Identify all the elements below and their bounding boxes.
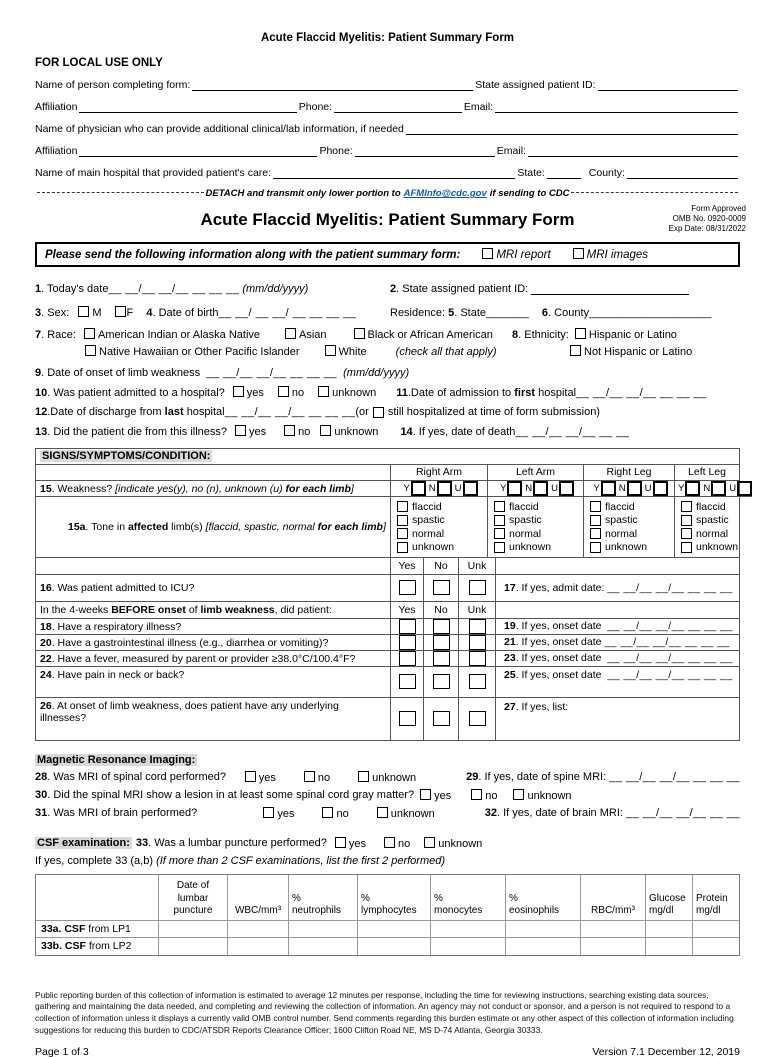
q13-yes-checkbox[interactable] bbox=[235, 425, 246, 436]
version-label: Version 7.1 December 12, 2019 bbox=[592, 1046, 740, 1058]
q13-unknown-checkbox[interactable] bbox=[320, 425, 331, 436]
page-title: Acute Flaccid Myelitis: Patient Summary Form bbox=[260, 32, 515, 44]
burden-statement: Public reporting burden of this collection of information is estimated to average 12 minutes per response, including the time for reviewing instructions, searching existing data sources, gathering and maintaining the data needed, and completing and reviewing the collection of information. An agency may not conduct or sponsor, and a person is not required to respond to a collection of information unless it displays a currently valid OMB control number. Send comments regarding this burden estimate or any other aspect of this collection of information including suggestions for reducing this burden to CDC/ATSDR Reports Clearance Officer; 1600 Clifton Road NE, MS D-74 Atlanta, Georgia 30333. bbox=[35, 989, 734, 1036]
limb-header-left-leg: Left Leg bbox=[675, 465, 739, 481]
q18-row bbox=[36, 619, 739, 635]
q26-yes-checkbox[interactable] bbox=[399, 711, 416, 726]
affiliation2-field[interactable] bbox=[79, 144, 317, 157]
q23-onset-date-field[interactable]: __ __/__ __/__ __ __ __ bbox=[607, 652, 733, 664]
q28-q29-row: 28. Was MRI of spinal cord performed? yes no unknown 29. If yes, date of spine MRI: __ __/__ __/__ __ __ __ bbox=[35, 771, 740, 784]
q16-yes-checkbox[interactable] bbox=[399, 580, 416, 595]
q22-no-checkbox[interactable] bbox=[433, 651, 450, 666]
race-white-checkbox[interactable] bbox=[325, 345, 336, 356]
q5-q6-line: Residence: 5. State_______ 6. County____________________ bbox=[390, 307, 712, 319]
phone-label: Phone: bbox=[298, 101, 333, 113]
csf-lp2-glucose-cell[interactable] bbox=[646, 938, 693, 955]
q30-no-checkbox[interactable] bbox=[471, 789, 482, 800]
omb-approval bbox=[669, 204, 746, 234]
q22-yes-checkbox[interactable] bbox=[399, 651, 416, 666]
q15a-question: 15a. Tone in affected limb(s) [flaccid, spastic, normal for each limb] bbox=[36, 497, 391, 558]
csf-note: If yes, complete 33 (a,b) (If more than 2 CSF examinations, list the first 2 performed) bbox=[35, 854, 446, 867]
tone-rl-unknown-checkbox[interactable] bbox=[590, 542, 601, 553]
q10-no-checkbox[interactable] bbox=[278, 386, 289, 397]
county-label: County: bbox=[588, 167, 625, 179]
q17-admit-date-field[interactable]: __ __/__ __/__ __ __ __ bbox=[607, 581, 733, 594]
csf-lp1-protein-cell[interactable] bbox=[693, 921, 739, 938]
q16-no-checkbox[interactable] bbox=[433, 580, 450, 595]
ynk-header-row-1: Yes No Unk bbox=[36, 558, 739, 575]
q31-question: 31. Was MRI of brain performed? bbox=[35, 807, 198, 819]
state-field[interactable] bbox=[547, 166, 581, 179]
tone-la-normal-checkbox[interactable] bbox=[494, 528, 505, 539]
detach-text-pre: DETACH and transmit only lower portion to bbox=[205, 188, 401, 199]
detach-text-post: if sending to CDC bbox=[489, 188, 570, 199]
csf-row-lp1 bbox=[36, 921, 739, 938]
email-field[interactable] bbox=[495, 100, 738, 113]
instruction-text: Please send the following information along with the patient summary form: bbox=[45, 248, 461, 261]
q3-q6-row bbox=[35, 306, 740, 319]
sex-m-checkbox[interactable] bbox=[78, 306, 89, 317]
q15a-row bbox=[36, 497, 739, 558]
weakness-ll-u-checkbox[interactable] bbox=[737, 481, 752, 496]
tone-rl-flaccid-checkbox[interactable] bbox=[590, 501, 601, 512]
csf-lp2-protein-cell[interactable] bbox=[693, 938, 739, 955]
tone-la-spastic-checkbox[interactable] bbox=[494, 515, 505, 526]
race-black-checkbox[interactable] bbox=[354, 328, 365, 339]
q9-row: 9. Date of onset of limb weakness __ __/__ __/__ __ __ __ (mm/dd/yyyy) bbox=[35, 367, 410, 379]
q15-question: 15. Weakness? [indicate yes(y), no (n), unknown (u) for each limb] bbox=[36, 481, 391, 497]
title-block bbox=[35, 204, 746, 238]
csf-header-lymphocytes: % lymphocytes bbox=[358, 875, 431, 921]
q28-question: 28. Was MRI of spinal cord performed? bbox=[35, 771, 226, 783]
q10-unknown-checkbox[interactable] bbox=[318, 386, 329, 397]
tone-rl-spastic-checkbox[interactable] bbox=[590, 515, 601, 526]
q25-cell: 25 . If yes, onset date __ __/__ __/__ __ __ __ bbox=[496, 667, 739, 698]
weakness-ra-y-checkbox[interactable] bbox=[411, 481, 426, 496]
weakness-rl-n-checkbox[interactable] bbox=[627, 481, 642, 496]
q26-no-checkbox[interactable] bbox=[433, 711, 450, 726]
weakness-ll-n-checkbox[interactable] bbox=[711, 481, 726, 496]
weakness-ll-y-checkbox[interactable] bbox=[685, 481, 700, 496]
q16-row bbox=[36, 575, 739, 602]
csf-lp1-label: 33a. CSF from LP1 bbox=[36, 921, 159, 938]
q5-state-field[interactable]: _______ bbox=[486, 307, 529, 319]
q11-admit-date-field[interactable]: __ __/__ __/__ __ __ __ bbox=[576, 386, 707, 399]
footer-line bbox=[35, 1046, 740, 1058]
tone-ra-unknown-checkbox[interactable] bbox=[397, 542, 408, 553]
tone-la-flaccid-checkbox[interactable] bbox=[494, 501, 505, 512]
q33-question: 33. Was a lumbar puncture performed? bbox=[135, 837, 327, 849]
weakness-la-u-checkbox[interactable] bbox=[559, 481, 574, 496]
phone-field[interactable] bbox=[334, 100, 462, 113]
q28-no-checkbox[interactable] bbox=[304, 771, 315, 782]
approval-line-2: OMB No. 0920-0009 bbox=[672, 214, 746, 223]
csf-table bbox=[35, 874, 740, 956]
limb-header-row bbox=[36, 465, 739, 481]
q31-unknown-checkbox[interactable] bbox=[377, 807, 388, 818]
mri-images-label: MRI images bbox=[586, 249, 649, 261]
csf-header-glucose: Glucose mg/dl bbox=[646, 875, 693, 921]
csf-row-lp2 bbox=[36, 938, 739, 955]
q33-no-checkbox[interactable] bbox=[384, 837, 395, 848]
detach-line bbox=[35, 188, 740, 199]
q22-question: 22. Have a fever, measured by parent or provider ≥38.0°C/100.4°F? bbox=[36, 651, 391, 667]
tone-left-leg-cell: flaccid spastic normal unknown bbox=[675, 497, 740, 558]
race-asian-checkbox[interactable] bbox=[285, 328, 296, 339]
tone-right-leg-cell: flaccid spastic normal unknown bbox=[584, 497, 675, 558]
phone2-label: Phone: bbox=[319, 145, 353, 157]
q22-unk-checkbox[interactable] bbox=[469, 651, 486, 666]
csf-header-wbc: WBC/mm³ bbox=[228, 875, 289, 921]
mri-report-checkbox[interactable] bbox=[482, 248, 493, 259]
hospital-field[interactable] bbox=[273, 166, 515, 179]
csf-header-row bbox=[36, 875, 739, 921]
q2-patient-id-field[interactable] bbox=[531, 282, 689, 295]
ethnicity-block: 8. Ethnicity: Hispanic or Latino Not Hispanic or Latino bbox=[512, 328, 693, 358]
q30-unknown-checkbox[interactable] bbox=[513, 789, 524, 800]
email2-field[interactable] bbox=[528, 144, 738, 157]
q26-row bbox=[36, 698, 739, 740]
q16-unk-checkbox[interactable] bbox=[469, 580, 486, 595]
physician-label: Name of physician who can provide additional clinical/lab information, if needed bbox=[35, 123, 404, 135]
csf-lp2-neutrophils-cell[interactable] bbox=[289, 938, 358, 955]
q13-no-checkbox[interactable] bbox=[284, 425, 295, 436]
person-field[interactable] bbox=[192, 78, 473, 91]
q30-row: 30. Did the spinal MRI show a lesion in at least some spinal cord gray matter? yes no unknown bbox=[35, 789, 572, 802]
patient-id-label: State assigned patient ID: bbox=[475, 79, 596, 91]
before-onset-text: In the 4-weeks BEFORE onset of limb weakness, did patient: bbox=[36, 602, 391, 619]
q14-death-date-field[interactable]: __ __/__ __/__ __ __ bbox=[515, 425, 630, 438]
q33-unknown-checkbox[interactable] bbox=[424, 837, 435, 848]
q21-cell: 21 . If yes, onset date __ __/__ __/__ __ __ __ bbox=[496, 635, 739, 651]
race-aian-checkbox[interactable] bbox=[84, 328, 95, 339]
q13-q14-row: 13. Did the patient die from this illness? yes no unknown 14. If yes, date of death__ __/__ __/__ __ __ bbox=[35, 425, 630, 438]
hospital-label: Name of main hospital that provided patient's care: bbox=[35, 167, 272, 179]
weakness-ra-n-checkbox[interactable] bbox=[437, 481, 452, 496]
q25-onset-date-field[interactable]: __ __/__ __/__ __ __ __ bbox=[607, 668, 733, 681]
q24-question: 24. Have pain in neck or back? bbox=[36, 667, 391, 698]
q18-question: 18. Have a respiratory illness? bbox=[36, 619, 391, 635]
state-label: State: bbox=[517, 167, 545, 179]
q6-county-field[interactable]: ____________________ bbox=[589, 307, 712, 319]
q28-yes-checkbox[interactable] bbox=[245, 771, 256, 782]
q29-spine-mri-date-field[interactable]: __ __/__ __/__ __ __ __ bbox=[609, 771, 740, 783]
local-row-affiliation1 bbox=[35, 100, 740, 113]
ethnicity-not-hispanic-checkbox[interactable] bbox=[570, 345, 581, 356]
tone-right-arm-cell: flaccid spastic normal unknown bbox=[391, 497, 488, 558]
weakness-rl-y-checkbox[interactable] bbox=[601, 481, 616, 496]
weakness-right-arm-cell: Y N U bbox=[391, 481, 488, 497]
form-title: Acute Flaccid Myelitis: Patient Summary Form bbox=[200, 210, 575, 229]
tone-rl-normal-checkbox[interactable] bbox=[590, 528, 601, 539]
csf-lp1-wbc-cell[interactable] bbox=[228, 921, 289, 938]
weakness-rl-u-checkbox[interactable] bbox=[653, 481, 668, 496]
mri-images-checkbox[interactable] bbox=[573, 248, 584, 259]
q26-unk-checkbox[interactable] bbox=[469, 711, 486, 726]
q32-line: 32. If yes, date of brain MRI: __ __/__ __/__ __ __ bbox=[484, 807, 740, 819]
q1-q2-row bbox=[35, 282, 740, 295]
q1-date-field[interactable]: __ __/__ __/__ __ __ __ bbox=[108, 283, 240, 295]
q9-onset-date-field[interactable]: __ __/__ __/__ __ __ __ bbox=[206, 367, 337, 379]
q28-unknown-checkbox[interactable] bbox=[358, 771, 369, 782]
q18-yes-checkbox[interactable] bbox=[399, 619, 416, 634]
q30-yes-checkbox[interactable] bbox=[420, 789, 431, 800]
q12-discharge-date-field[interactable]: __ __/__ __/__ __ __ __ bbox=[224, 406, 356, 418]
phone2-field[interactable] bbox=[355, 144, 495, 157]
approval-line-1: Form Approved bbox=[691, 204, 746, 213]
q2-line: 2. State assigned patient ID: bbox=[390, 283, 529, 295]
csf-lp2-lymphocytes-cell[interactable] bbox=[358, 938, 431, 955]
tone-left-arm-cell: flaccid spastic normal unknown bbox=[488, 497, 584, 558]
csf-lp1-date-cell[interactable] bbox=[159, 921, 228, 938]
tone-ll-flaccid-checkbox[interactable] bbox=[681, 501, 692, 512]
q33-yes-checkbox[interactable] bbox=[335, 837, 346, 848]
q32-brain-mri-date-field[interactable]: __ __/__ __/__ __ __ bbox=[626, 807, 740, 819]
ynk-header-row-2: In the 4-weeks BEFORE onset of limb weakness, did patient: Yes No Unk bbox=[36, 602, 739, 619]
local-row-person bbox=[35, 78, 740, 91]
affiliation-field[interactable] bbox=[79, 100, 296, 113]
tone-ra-flaccid-checkbox[interactable] bbox=[397, 501, 408, 512]
q12-still-hospitalized-checkbox[interactable] bbox=[373, 407, 384, 418]
q20-no-checkbox[interactable] bbox=[433, 635, 450, 650]
limb-header-right-arm: Right Arm bbox=[391, 465, 488, 481]
weakness-left-arm-cell: Y N U bbox=[488, 481, 584, 497]
weakness-la-y-checkbox[interactable] bbox=[507, 481, 522, 496]
csf-lp1-lymphocytes-cell[interactable] bbox=[358, 921, 431, 938]
q18-no-checkbox[interactable] bbox=[433, 619, 450, 634]
local-row-affiliation2 bbox=[35, 144, 740, 157]
q1-line: 1. Today's date__ __/__ __/__ __ __ __ (mm/dd/yyyy) bbox=[35, 283, 309, 295]
q17-cell: 17 . If yes, admit date: __ __/__ __/__ __ __ __ bbox=[496, 575, 739, 602]
tone-ll-normal-checkbox[interactable] bbox=[681, 528, 692, 539]
q23-cell: 23 . If yes, onset date __ __/__ __/__ __ __ __ bbox=[496, 651, 739, 667]
email2-label: Email: bbox=[496, 145, 526, 157]
weakness-right-leg-cell: Y N U bbox=[584, 481, 675, 497]
q31-yes-checkbox[interactable] bbox=[263, 807, 274, 818]
csf-header-neutrophils: % neutrophils bbox=[289, 875, 358, 921]
csf-header-monocytes: % monocytes bbox=[431, 875, 506, 921]
q27-cell: 27 . If yes, list: bbox=[504, 700, 569, 713]
person-label: Name of person completing form: bbox=[35, 79, 191, 91]
q3-q4-line: 3. Sex: M F 4. Date of birth__ __/ __ __/ __ __ __ __ bbox=[35, 307, 357, 319]
csf-lp2-rbc-cell[interactable] bbox=[581, 938, 646, 955]
q16-question: 16. Was patient admitted to ICU? bbox=[36, 575, 391, 602]
page-number: Page 1 of 3 bbox=[35, 1046, 89, 1058]
q24-no-checkbox[interactable] bbox=[433, 674, 450, 689]
patient-id-field[interactable] bbox=[598, 78, 739, 91]
race-hint: (check all that apply) bbox=[395, 345, 497, 358]
q31-q32-row: 31. Was MRI of brain performed? yes no unknown 32. If yes, date of brain MRI: __ __/__ __/__ __ __ bbox=[35, 807, 740, 820]
tone-ra-normal-checkbox[interactable] bbox=[397, 528, 408, 539]
affiliation-label: Affiliation bbox=[35, 101, 78, 113]
q10-yes-checkbox[interactable] bbox=[233, 386, 244, 397]
q24-yes-checkbox[interactable] bbox=[399, 674, 416, 689]
signs-table bbox=[35, 448, 740, 741]
csf-lp1-rbc-cell[interactable] bbox=[581, 921, 646, 938]
dash-rule-right bbox=[571, 192, 738, 193]
instruction-box bbox=[35, 242, 740, 267]
q30-question: 30. Did the spinal MRI show a lesion in at least some spinal cord gray matter? bbox=[35, 789, 415, 801]
mri-report-label: MRI report bbox=[496, 249, 551, 261]
tone-ll-unknown-checkbox[interactable] bbox=[681, 542, 692, 553]
local-use-heading: FOR LOCAL USE ONLY bbox=[35, 57, 163, 69]
q31-no-checkbox[interactable] bbox=[322, 807, 333, 818]
tone-ra-spastic-checkbox[interactable] bbox=[397, 515, 408, 526]
dash-rule-left bbox=[37, 192, 204, 193]
csf-header-rbc: RBC/mm³ bbox=[581, 875, 646, 921]
q19-cell: 19 . If yes, onset date __ __/__ __/__ __ __ __ bbox=[496, 619, 739, 635]
weakness-la-n-checkbox[interactable] bbox=[533, 481, 548, 496]
ethnicity-hispanic-checkbox[interactable] bbox=[575, 328, 586, 339]
csf-header-eosinophils: % eosinophils bbox=[506, 875, 581, 921]
local-row-hospital bbox=[35, 166, 740, 179]
q24-row bbox=[36, 667, 739, 698]
csf-lp1-glucose-cell[interactable] bbox=[646, 921, 693, 938]
q7-q8-block bbox=[35, 328, 740, 358]
q22-row bbox=[36, 651, 739, 667]
local-row-physician bbox=[35, 122, 740, 135]
q10-q11-row: 10. Was patient admitted to a hospital? yes no unknown 11.Date of admission to first hospital__ __/__ __/__ __ __ __ bbox=[35, 386, 707, 399]
csf-header-protein: Protein mg/dl bbox=[693, 875, 739, 921]
q4-dob-field[interactable]: __ __/ __ __/ __ __ __ __ bbox=[218, 307, 357, 319]
csf-lp2-wbc-cell[interactable] bbox=[228, 938, 289, 955]
afm-email-link[interactable]: AFMInfo@cdc.gov bbox=[403, 188, 487, 199]
county-field[interactable] bbox=[627, 166, 738, 179]
race-nhpi-checkbox[interactable] bbox=[85, 345, 96, 356]
signs-heading: SIGNS/SYMPTOMS/CONDITION: bbox=[42, 450, 211, 462]
q12-row: 12.Date of discharge from last hospital__ __/__ __/__ __ __ __(or still hospitalized at time of form submission) bbox=[35, 406, 600, 418]
csf-header-date: Date of lumbar puncture bbox=[159, 875, 228, 921]
q21-onset-date-field[interactable]: __ __/__ __/__ __ __ __ bbox=[604, 636, 730, 648]
approval-line-3: Exp Date: 08/31/2022 bbox=[668, 224, 746, 233]
q29-line: 29. If yes, date of spine MRI: __ __/__ __/__ __ __ __ bbox=[466, 771, 740, 783]
csf-lp1-neutrophils-cell[interactable] bbox=[289, 921, 358, 938]
q18-unk-checkbox[interactable] bbox=[469, 619, 486, 634]
email-label: Email: bbox=[463, 101, 494, 113]
tone-ll-spastic-checkbox[interactable] bbox=[681, 515, 692, 526]
csf-lp2-date-cell[interactable] bbox=[159, 938, 228, 955]
q26-question: 26. At onset of limb weakness, does patient have any underlying illnesses? bbox=[36, 698, 391, 740]
q20-question: 20. Have a gastrointestinal illness (e.g., diarrhea or vomiting)? bbox=[36, 635, 391, 651]
tone-la-unknown-checkbox[interactable] bbox=[494, 542, 505, 553]
csf-lp2-label: 33b. CSF from LP2 bbox=[36, 938, 159, 955]
csf-lp1-monocytes-cell[interactable] bbox=[431, 921, 506, 938]
affiliation2-label: Affiliation bbox=[35, 145, 78, 157]
limb-header-left-arm: Left Arm bbox=[488, 465, 584, 481]
q24-unk-checkbox[interactable] bbox=[469, 674, 486, 689]
limb-header-right-leg: Right Leg bbox=[584, 465, 675, 481]
weakness-ra-u-checkbox[interactable] bbox=[463, 481, 478, 496]
weakness-left-leg-cell: Y N U bbox=[675, 481, 752, 497]
q19-onset-date-field[interactable]: __ __/__ __/__ __ __ __ bbox=[607, 620, 733, 632]
csf-lp2-monocytes-cell[interactable] bbox=[431, 938, 506, 955]
csf-lp1-eosinophils-cell[interactable] bbox=[506, 921, 581, 938]
csf-heading: CSF examination: bbox=[37, 837, 130, 849]
race-block: 7. Race: American Indian or Alaska Native Asian Black or African American Native Hawaiian or Other Pacific Islander White (check all that apply) bbox=[35, 328, 497, 358]
q20-unk-checkbox[interactable] bbox=[469, 635, 486, 650]
signs-heading-row bbox=[36, 449, 739, 465]
q15-row bbox=[36, 481, 739, 497]
q33-row: CSF examination: 33. Was a lumbar puncture performed? yes no unknown bbox=[37, 837, 483, 850]
mri-heading: Magnetic Resonance Imaging: bbox=[37, 753, 196, 766]
q20-yes-checkbox[interactable] bbox=[399, 635, 416, 650]
physician-field[interactable] bbox=[406, 122, 738, 135]
sex-f-checkbox[interactable] bbox=[115, 306, 126, 317]
q20-row bbox=[36, 635, 739, 651]
csf-lp2-eosinophils-cell[interactable] bbox=[506, 938, 581, 955]
